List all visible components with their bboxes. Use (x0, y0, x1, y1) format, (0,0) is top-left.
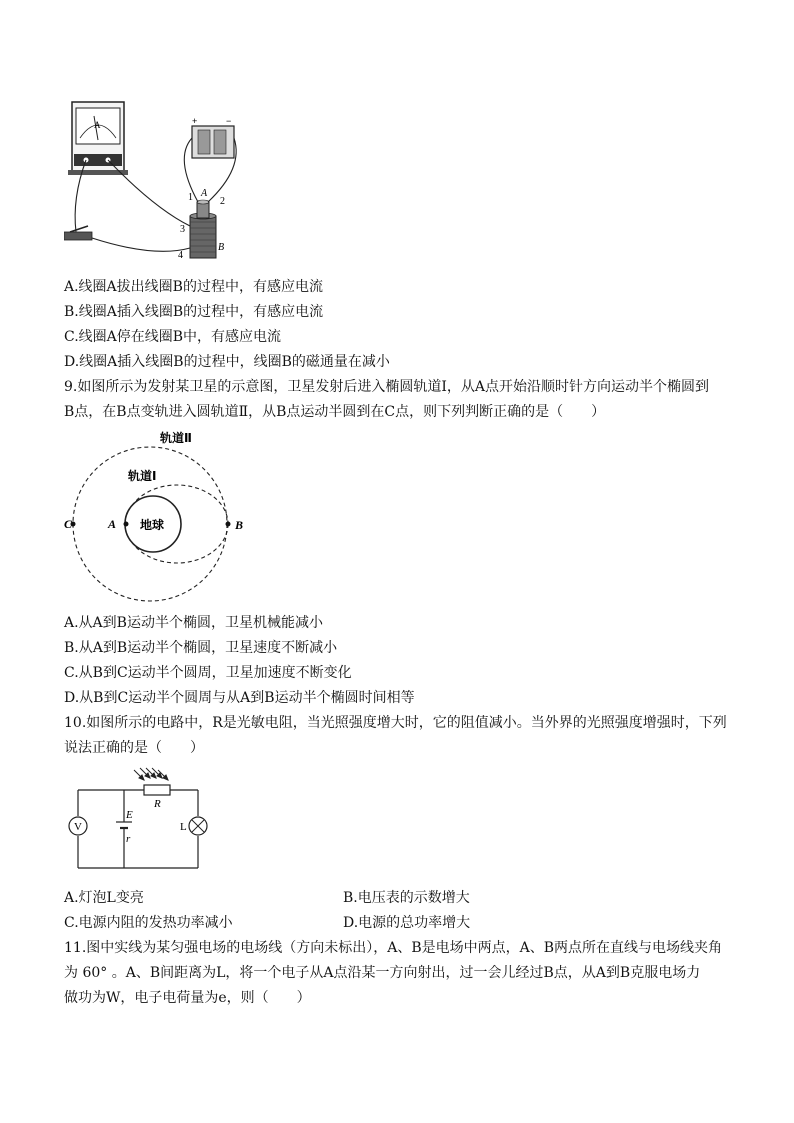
lamp-label: L (180, 821, 187, 833)
q9-option-b: B.从A到B运动半个椭圆，卫星速度不断减小 (64, 640, 338, 656)
q9-stem-line-2: B点，在B点变轨进入圆轨道Ⅱ，从B点运动半圆到在C点，则下列判断正确的是（ ） (64, 404, 606, 420)
q11-stem-line-3: 做功为W，电子电荷量为e，则（ ） (64, 990, 311, 1006)
orbit-1-label: 轨道Ⅰ (128, 469, 157, 483)
svg-text:−: − (226, 116, 232, 126)
point-c-label: C (64, 517, 73, 531)
internal-resistance-label: r (126, 833, 131, 845)
q10-option-b: B.电压表的示数增大 (343, 890, 470, 906)
point-b-label: B (235, 518, 244, 532)
coil-a-label: A (201, 188, 208, 199)
photoresistor (144, 785, 170, 795)
q10-stem-line-2: 说法正确的是（ ） (64, 740, 204, 756)
induction-apparatus-figure (64, 98, 254, 268)
coil-b-label: B (218, 242, 225, 253)
q8-option-d: D.线圈A插入线圈B的过程中，线圈B的磁通量在减小 (64, 354, 390, 370)
emf-label: E (126, 809, 133, 821)
q9-option-d: D.从B到C运动半个圆周与从A到B运动半个椭圆时间相等 (64, 690, 415, 706)
q10-stem-line-1: 10.如图所示的电路中，R是光敏电阻，当光照强度增大时，它的阻值减小。当外界的光照强度增强时，下列 (64, 715, 727, 731)
terminal-1-label: 1 (188, 192, 193, 203)
circuit-diagram (62, 766, 214, 876)
svg-text:+: + (192, 116, 198, 126)
q9-stem-line-1: 9.如图所示为发射某卫星的示意图，卫星发射后进入椭圆轨道Ⅰ，从A点开始沿顺时针方向运动半个椭圆到 (64, 379, 709, 395)
point-a-label: A (108, 517, 117, 531)
voltmeter-label: V (74, 821, 82, 833)
q11-stem-line-1: 11.图中实线为某匀强电场的电场线（方向未标出），A、B是电场中两点，A、B两点所在直线与电场线夹角 (64, 940, 723, 956)
q10-option-c: C.电源内阻的发热功率减小 (64, 915, 233, 931)
resistor-label: R (154, 798, 161, 810)
q8-option-c: C.线圈A停在线圈B中，有感应电流 (64, 329, 282, 345)
q11-stem-line-2: 为 60° 。A、B间距离为L，将一个电子从A点沿某一方向射出，过一会儿经过B点，从A到B克服电场力 (64, 965, 701, 981)
terminal-4-label: 4 (178, 250, 183, 261)
terminal-3-label: 3 (180, 224, 185, 235)
q8-option-a: A.线圈A拔出线圈B的过程中，有感应电流 (64, 279, 323, 295)
orbit-2-label: 轨道Ⅱ (160, 431, 192, 445)
orbit-diagram (64, 428, 254, 606)
q8-option-b: B.线圈A插入线圈B的过程中，有感应电流 (64, 304, 324, 320)
q10-option-d: D.电源的总功率增大 (343, 915, 471, 931)
terminal-2-label: 2 (220, 196, 225, 207)
q9-option-c: C.从B到C运动半个圆周，卫星加速度不断变化 (64, 665, 352, 681)
galvanometer-label: A (94, 120, 101, 130)
q9-option-a: A.从A到B运动半个椭圆，卫星机械能减小 (64, 615, 323, 631)
q10-option-a: A.灯泡L变亮 (64, 890, 144, 906)
earth-label: 地球 (140, 518, 165, 532)
